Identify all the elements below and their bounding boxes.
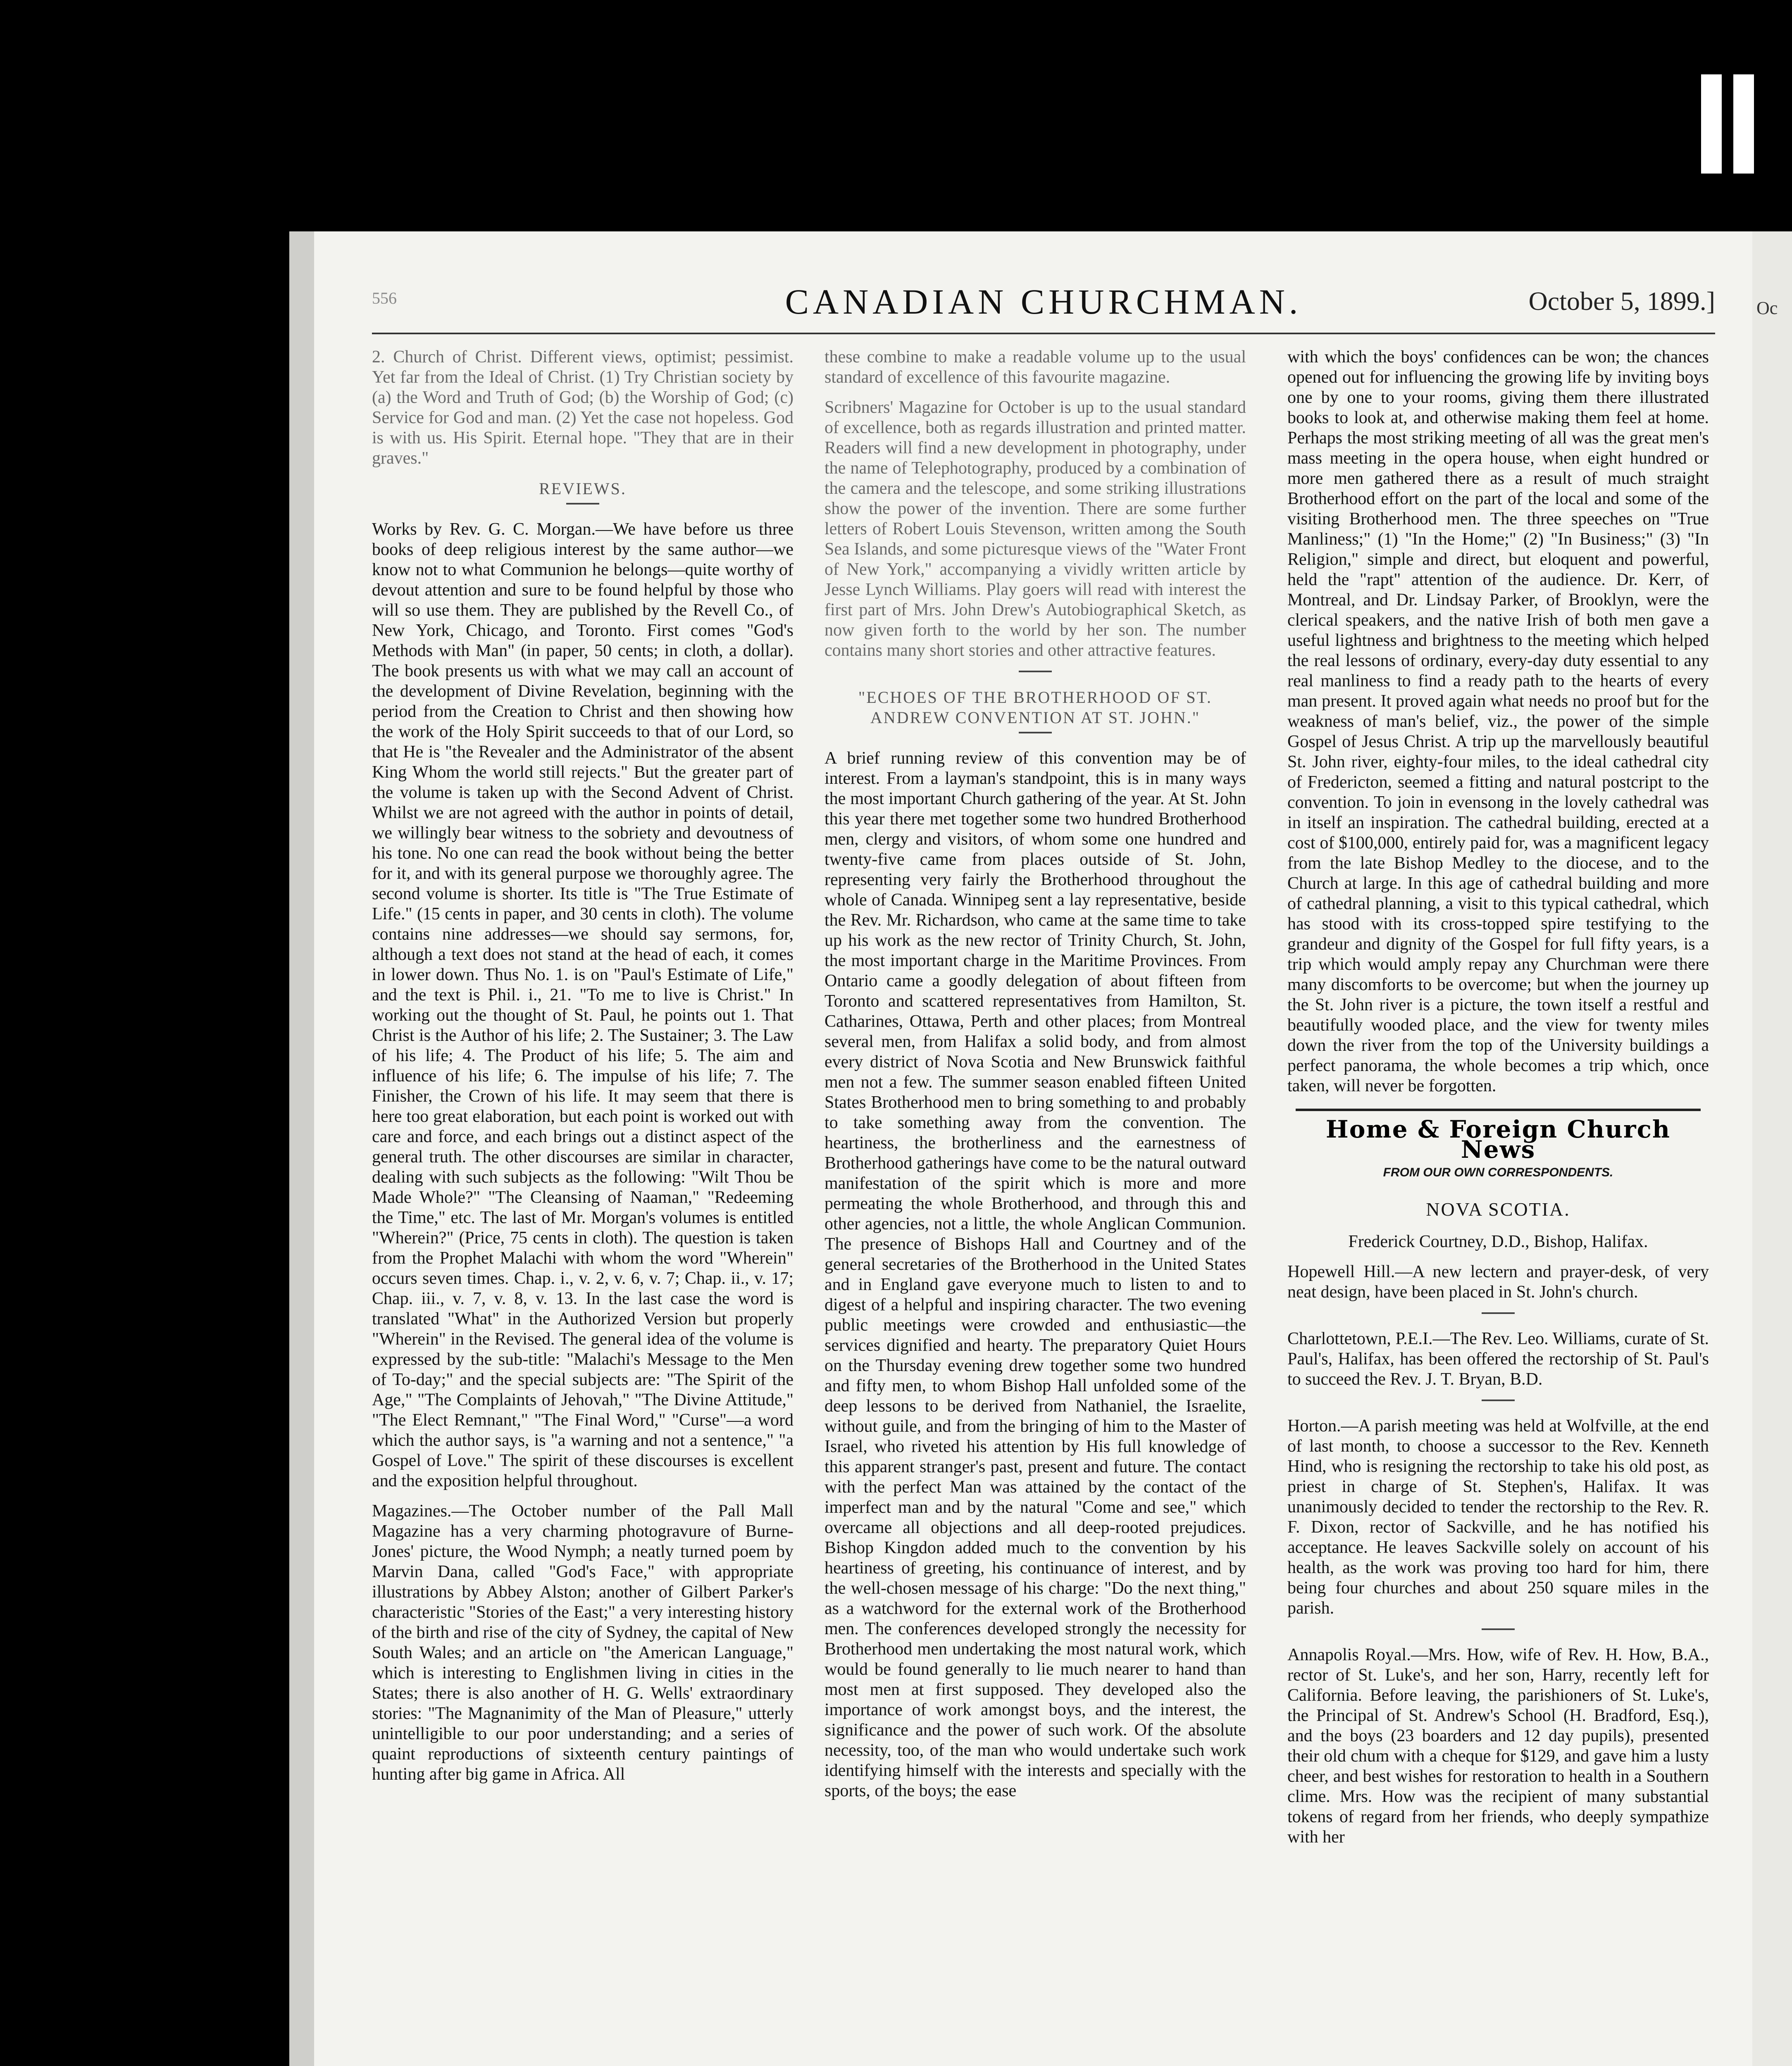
section-title: Home & Foreign Church News xyxy=(1325,1115,1671,1164)
divider xyxy=(1482,1312,1515,1314)
section-rule xyxy=(1296,1109,1700,1111)
news-annapolis: Annapolis Royal.—Mrs. How, wife of Rev. H. How, B.A., rector of St. Luke's, and her son, Harry, recently left for California. Before leaving, the parishioners of St. Luke's, the Principal of St. Andrew's School (H. Bradford, Esq.), and the boys (23 boarders and 12 day pupils), presented their old chum with a cheque for $129, and gave him a lusty cheer, and best wishes for restoration to health in a Southern clime. Mrs. How was the recipient of many substantial tokens of regard from her friends, who deeply sympathize with her xyxy=(1287,1645,1709,1847)
divider xyxy=(1019,732,1052,733)
divider xyxy=(1482,1400,1515,1401)
adjacent-page-text: Oc xyxy=(1756,298,1778,318)
page-header xyxy=(372,281,1715,331)
brotherhood-article: A brief running review of this convention may be of interest. From a layman's standpoint, this is in many ways the most important Church gathering of the year. At St. John this year there met together some two hundred Brotherhood men, clergy and visitors, of whom some one hundred and twenty-five came from places outside of St. John, representing very fairly the Brotherhood throughout the whole of Canada. Winnipeg sent a lay representative, beside the Rev. Mr. Richardson, who came at the same time to take up his work as the new rector of Trinity Church, St. John, the most important charge in the Maritime Provinces. From Ontario came a goodly delegation of about fifteen from Toronto and scattered representatives from Hamilton, St. Catharines, Ottawa, Perth and other places; from Montreal several men, from Halifax a solid body, and from almost every district of Nova Scotia and New Brunswick faithful men not a few. The summer season enabled fifteen United States Brotherhood men to bring something to and probably to take something away from the convention. The heartiness, the brotherliness and the earnestness of Brotherhood gatherings have come to be the natural outward manifestation of the spirit which is more and more permeating the whole Brotherhood, and through this and other agencies, not a little, the whole Anglican Communion. The presence of Bishops Hall and Courtney and of the general secretaries of the Brotherhood in the United States and in England gave everyone much to listen to and to digest of a helpful and inspiring character. The two evening public meetings were crowded and enthusiastic—the services dignified and hearty. The preparatory Quiet Hours on the Thursday evening drew together some two hundred and fifty men, to whom Bishop Hall unfolded some of the deep lessons to be derived from Nathaniel, the Israelite, without guile, and from the bringing of him to the Master of Israel, who riveted his attention by His full knowledge of this apparent stranger's past, present and future. The contact with the perfect Man was attained by the contact of the imperfect man and by the natural "Come and see," which overcame all objections and all deep-rooted prejudices. Bishop Kingdon added much to the convention by his heartiness of greeting, his continuance of interest, and by the well-chosen message of his charge: "Do the next thing," as a watchword for the external work of the Brotherhood men. The conferences developed strongly the necessity for Brotherhood men undertaking the most natural work, which would be found generally to lie much nearer to hand than most men at first supposed. They developed also the importance of work amongst boys, and the interest, the significance and the power of such work. Of the absolute necessity, too, of the man who would undertake such work identifying himself with the interests and specially with the sports, of the boys; the ease xyxy=(825,749,1246,1800)
news-hopewell: Hopewell Hill.—A new lectern and prayer-desk, of very neat design, have been placed in St. John's church. xyxy=(1287,1262,1709,1302)
sermon-outline: 2. Church of Christ. Different views, optimist; pessimist. Yet far from the Ideal of Christ. (1) Try Christian society by (a) the Word and Truth of God; (b) the Worship of God; (c) Service for God and man. (2) Yet the case not hopeless. God is with us. His Spirit. Eternal hope. "They that are in their graves." xyxy=(372,348,794,468)
section-subtitle: FROM OUR OWN CORRESPONDENTS. xyxy=(1383,1166,1613,1179)
brotherhood-article-continued: with which the boys' confidences can be won; the chances opened out for influencing the growing life by inviting boys one by one to your rooms, giving them there illustrated books to look at, and otherwise making them feel at home. Perhaps the most striking meeting of all was the great men's mass meeting in the opera house, when eight hundred or more men gathered there as a result of much straight Brotherhood effort on the part of the local and some of the visiting Brotherhood men. The three speeches on "True Manliness;" (1) "In the Home;" (2) "In Business;" (3) "In Religion," simple and direct, but eloquent and powerful, held the "rapt" attention of the audience. Dr. Kerr, of Montreal, and Dr. Lindsay Parker, of Brooklyn, were the clerical speakers, and the native Irish of both men gave a useful lightness and brightness to the meeting which helped the real lessons of ordinary, every-day duty essential to any real manliness to find a ready path to the hearts of every man present. It proved again what needs no proof but for the weakness of man's belief, viz., the power of the simple Gospel of Jesus Christ. A trip up the marvellously beautiful St. John river, eighty-four miles, to the ideal cathedral city of Fredericton, seemed a fitting and natural postcript to the convention. To join in evensong in the lovely cathedral was in itself an inspiration. The cathedral building, erected at a cost of $100,000, entirely paid for, was a magnificent legacy from the late Bishop Medley to the diocese, and to the Church at large. In this age of cathedral building and more of cathedral planning, a visit to this typical cathedral, which has stood with its cross-topped spire testifying to the grandeur and dignity of the Gospel for full fifty years, is a trip which would amply repay any Churchman were there many discomforts to be overcome; but when the journey up the St. John river is a picture, the town itself a restful and beautifully wooded place, and the view for twenty miles down the river from the top of the University buildings a perfect panorama, the whole becomes a trip which, once taken, will never be forgotten. xyxy=(1287,348,1709,1095)
news-charlottetown: Charlottetown, P.E.I.—The Rev. Leo. Williams, curate of St. Paul's, Halifax, has been offered the rectorship of St. Paul's to succeed the Rev. J. T. Bryan, B.D. xyxy=(1287,1329,1709,1389)
divider xyxy=(566,503,599,505)
adjacent-page-strip xyxy=(1752,231,1792,2066)
review-magazines: Magazines.—The October number of the Pall Mall Magazine has a very charming photogravure of Burne-Jones' picture, the Wood Nymph; a neatly turned poem by Marvin Dana, called "God's Face," with appropriate illustrations by Abbey Alston; another of Gilbert Parker's characteristic "Stories of the East;" a very interesting history of the birth and rise of the city of Sydney, the capital of New South Wales; and an article on "the American Language," which is interesting to Englishmen living in cities in the States; there is also another of H. G. Wells' extraordinary stories: "The Magnanimity of the Man of Pleasure," utterly unintelligible to our poor understanding; and a series of quaint reproductions of sixteenth century paintings of hunting after big game in Africa. All xyxy=(372,1502,794,1784)
province-heading: NOVA SCOTIA. xyxy=(1426,1199,1570,1220)
masthead: CANADIAN CHURCHMAN. xyxy=(785,282,1302,321)
divider xyxy=(1019,671,1052,672)
column-2 xyxy=(825,347,1246,1811)
review-scribners: Scribners' Magazine for October is up to the usual standard of excellence, both as regards illustration and printed matter. Readers will find a new development in photography, under the name of Telephotography, produced by a combination of the camera and the telescope, and some striking illustrations show the power of the invention. There are some further letters of Robert Louis Stevenson, written among the South Sea Islands, and some picturesque views of the "Water Front of New York," accompanying a vividly written article by Jesse Lynch Williams. Play goers will read with interest the first part of Mrs. John Drew's Autobiographical Sketch, as now given forth to the world by her son. The number contains many short stories and other attractive features. xyxy=(825,398,1246,660)
brotherhood-heading: "ECHOES OF THE BROTHERHOOD OF ST. ANDREW CONVENTION AT ST. JOHN." xyxy=(858,688,1213,727)
scanner-marks-top xyxy=(1701,74,1763,174)
page-number: 556 xyxy=(372,289,397,307)
magazine-continuation: these combine to make a readable volume up to the usual standard of excellence of this favourite magazine. xyxy=(825,348,1246,387)
reviews-heading: REVIEWS. xyxy=(539,479,627,498)
review-morgan: Works by Rev. G. C. Morgan.—We have before us three books of deep religious interest by the same author—we know not to what Communion he belongs—quite worthy of devout attention and sure to be found helpful by those who will so use them. They are published by the Revell Co., of New York, Chicago, and Toronto. First comes "God's Methods with Man" (in paper, 50 cents; in cloth, a dollar). The book presents us with what we may call an account of the development of Divine Revelation, beginning with the period from the Creation to Christ and then showing how the work of the Holy Spirit succeeds to that of our Lord, so that He is "the Revealer and the Administrator of the absent King Whom the world still rejects." But the greater part of the volume is taken up with the Second Advent of Christ. Whilst we are not agreed with the author in points of detail, we willingly bear witness to the sobriety and devoutness of his tone. No one can read the book without being the better for it, and with its general purpose we thoroughly agree. The second volume is shorter. Its title is "The True Estimate of Life." (15 cents in paper, and 30 cents in cloth). The volume contains nine addresses—we should say sermons, for, although a text does not stand at the head of each, it comes in lower down. Thus No. 1. is on "Paul's Estimate of Life," and the text is Phil. i., 21. "To me to live is Christ." In working out the thought of St. Paul, he points out 1. That Christ is the Author of his life; 2. The Sustainer; 3. The Law of his life; 4. The Product of his life; 5. The aim and influence of his life; 6. The impulse of his life; 7. The Finisher, the Crown of his life. It may seem that there is here too great elaboration, but each point is worked out with care and force, and each brings out a distinct aspect of the general truth. The other discourses are similar in character, dealing with such subjects as the following: "Wilt Thou be Made Whole?" "The Cleansing of Naaman," "Redeeming the Time," etc. The last of Mr. Morgan's volumes is entitled "Wherein?" (Price, 75 cents in cloth). The question is taken from the Prophet Malachi with whom the word "Wherein" occurs seven times. Chap. i., v. 2, v. 6, v. 7; Chap. ii., v. 17; Chap. iii., v. 7, v. 8, v. 13. In the last case the word is translated "What" in the Authorized Version but properly "Wherein" in the Revised. The general idea of the volume is expressed by the sub-title: "Malachi's Message to the Men of To-day;" and the special subjects are: "The Spirit of the Age," "The Complaints of Jehovah," "The Divine Attitude," "The Elect Remnant," "The Final Word," "Curse"—a word which the author says, is "a warning and not a sentence," "a Gospel of Love." The spirit of these discourses is excellent and the exposition helpful throughout. xyxy=(372,520,794,1490)
divider xyxy=(1482,1628,1515,1630)
newspaper-page xyxy=(289,231,1752,2066)
bishop-line: Frederick Courtney, D.D., Bishop, Halifax. xyxy=(1348,1232,1648,1251)
issue-date: October 5, 1899.] xyxy=(1528,286,1715,316)
page-edge xyxy=(289,231,314,2066)
column-1 xyxy=(372,347,794,1795)
header-rule xyxy=(372,333,1715,334)
news-horton: Horton.—A parish meeting was held at Wolfville, at the end of last month, to choose a successor to the Rev. Kenneth Hind, who is resigning the rectorship to take his old post, as priest in charge of St. Stephen's, Halifax. It was unanimously decided to tender the rectorship to the Rev. R. F. Dixon, rector of Sackville, and he has notified his acceptance. He leaves Sackville solely on account of his health, as the work was proving too hard for him, there being four churches and about 250 square miles in the parish. xyxy=(1287,1416,1709,1618)
column-3 xyxy=(1287,347,1709,1857)
